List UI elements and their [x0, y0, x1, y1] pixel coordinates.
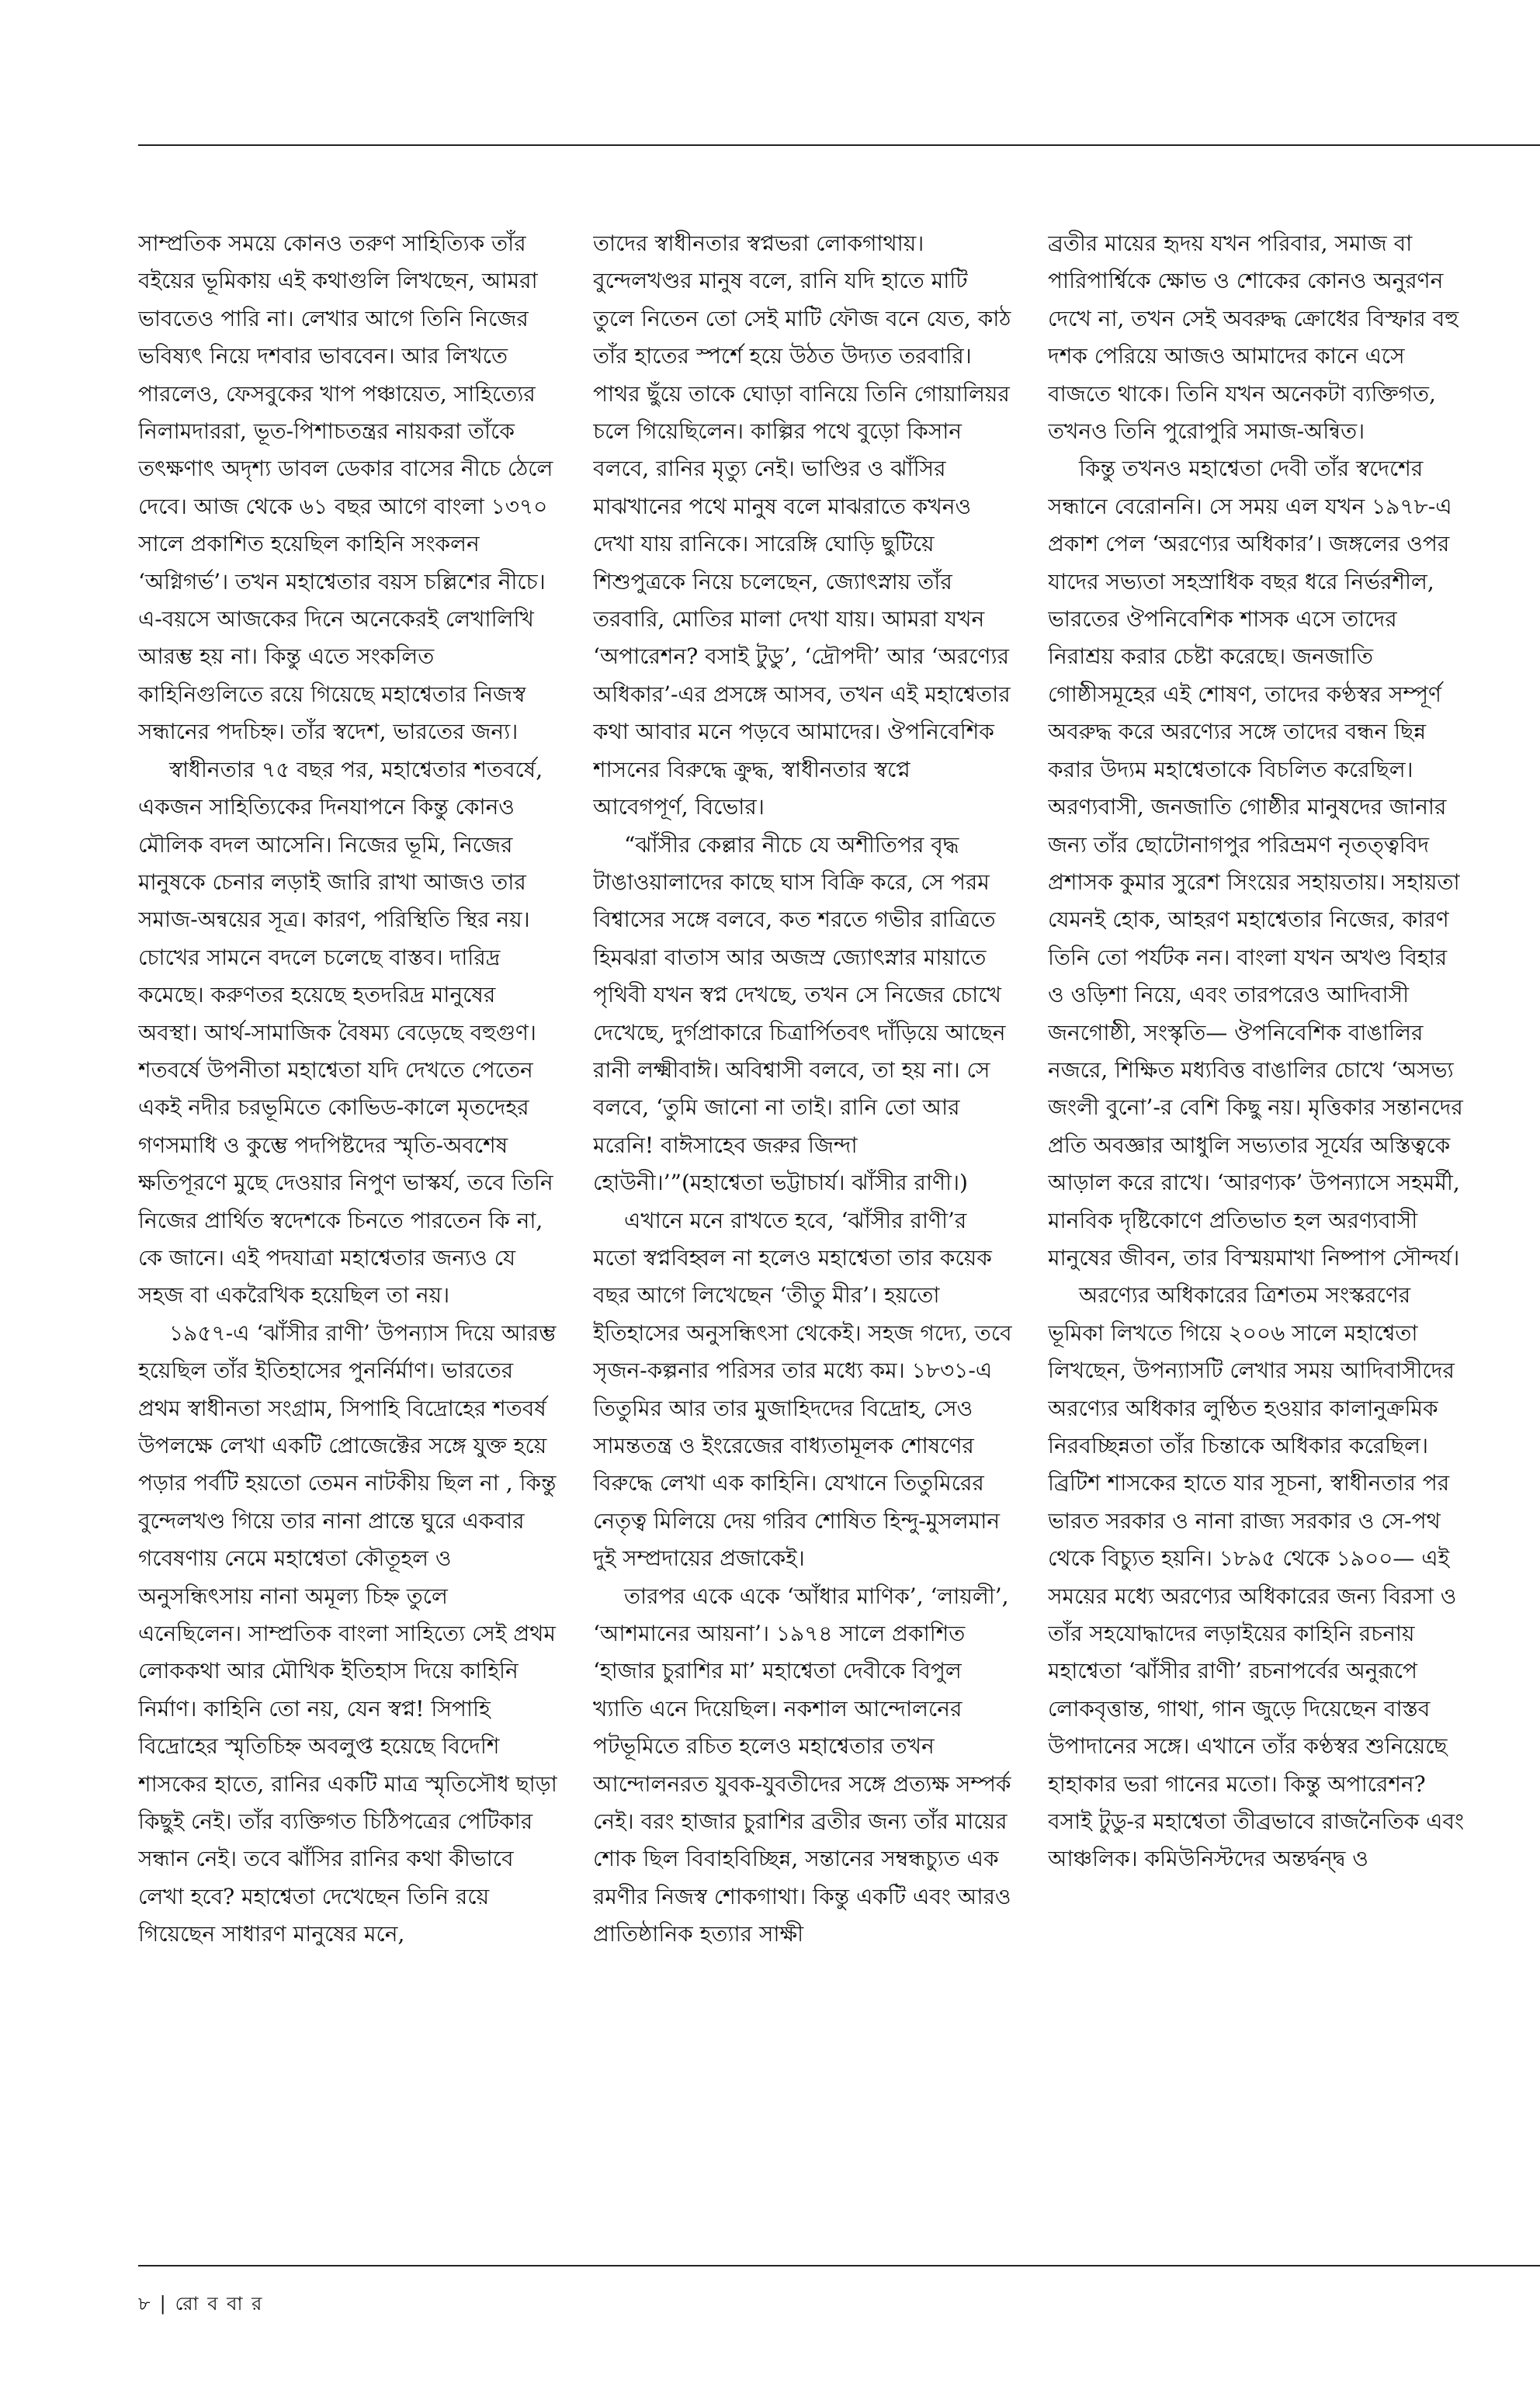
paragraph: সাম্প্রতিক সময়ে কোনও তরুণ সাহিত্যিক তাঁর বইয়ের ভূমিকায় এই কথাগুলি লিখছেন, আমরা ভাবতেও পারি না। লেখার আগে তিনি নিজের ভবিষ্যৎ নিয়ে দশবার ভাববেন। আর লিখতে পারলেও, ফেসবুকের খাপ পঞ্চায়েত, সাহিত্যের নিলামদাররা, ভূত-পিশাচতন্ত্রর নায়করা তাঁকে তৎক্ষণাৎ অদৃশ্য ডাবল ডেকার বাসের নীচে ঠেলে দেবে। আজ থেকে ৬১ বছর আগে বাংলা ১৩৭০ সালে প্রকাশিত হয়েছিল কাহিনি সংকলন ‘অগ্নিগর্ভ’। তখন মহাশ্বেতার বয়স চল্লিশের নীচে। এ-বয়সে আজকের দিনে অনেকেরই লেখালিখি আরম্ভ হয় না। কিন্তু এতে সংকলিত কাহিনিগুলিতে রয়ে গিয়েছে মহাশ্বেতার নিজস্ব সন্ধানের পদচিহ্ন। তাঁর স্বদেশ, ভারতের জন্য।	[138, 231, 553, 745]
footer-separator: |	[159, 2293, 168, 2315]
paragraph: ব্রতীর মায়ের হৃদয় যখন পরিবার, সমাজ বা পারিপার্শ্বিকে ক্ষোভ ও শোকের কোনও অনুরণন দেখে না, তখন সেই অবরুদ্ধ ক্রোধের বিস্ফার বহু দশক পেরিয়ে আজও আমাদের কানে এসে বাজতে থাকে। তিনি যখন অনেকটা ব্যক্তিগত, তখনও তিনি পুরোপুরি সমাজ-অন্বিত।	[1048, 231, 1459, 445]
header-rule	[138, 144, 1540, 146]
paragraph: এখানে মনে রাখতে হবে, ‘ঝাঁসীর রাণী’র মতো স্বপ্নবিহ্বল না হলেও মহাশ্বেতা তার কয়েক বছর আগে লিখেছেন ‘তীতু মীর’। হয়তো ইতিহাসের অনুসন্ধিৎসা থেকেই। সহজ গদ্যে, তবে সৃজন-কল্পনার পরিসর তার মধ্যে কম। ১৮৩১-এ তিতুমির আর তার মুজাহিদদের বিদ্রোহ, সেও সামন্ততন্ত্র ও ইংরেজের বাধ্যতামূলক শোষণের বিরুদ্ধে লেখা এক কাহিনি। যেখানে তিতুমিরের নেতৃত্ব মিলিয়ে দেয় গরিব শোষিত হিন্দু-মুসলমান দুই সম্প্রদায়ের প্রজাকেই।	[593, 1207, 1012, 1572]
paragraph: ১৯৫৭-এ ‘ঝাঁসীর রাণী’ উপন্যাস দিয়ে আরম্ভ হয়েছিল তাঁর ইতিহাসের পুনর্নির্মাণ। ভারতের প্রথম স্বাধীনতা সংগ্রাম, সিপাহি বিদ্রোহের শতবর্ষ উপলক্ষে লেখা একটি প্রোজেক্টের সঙ্গে যুক্ত হয়ে পড়ার পর্বটি হয়তো তেমন নাটকীয় ছিল না , কিন্তু বুন্দেলখণ্ড গিয়ে তার নানা প্রান্তে ঘুরে একবার গবেষণায় নেমে মহাশ্বেতা কৌতূহল ও অনুসন্ধিৎসায় নানা অমূল্য চিহ্ন তুলে এনেছিলেন। সাম্প্রতিক বাংলা সাহিত্যে সেই প্রথম লোককথা আর মৌখিক ইতিহাস দিয়ে কাহিনি নির্মাণ। কাহিনি তো নয়, যেন স্বপ্ন! সিপাহি বিদ্রোহের স্মৃতিচিহ্ন অবলুপ্ত হয়েছে বিদেশি শাসকের হাতে, রানির একটি মাত্র স্মৃতিসৌধ ছাড়া কিছুই নেই। তাঁর ব্যক্তিগত চিঠিপত্রের পেটিকার সন্ধান নেই। তবে ঝাঁসির রানির কথা কীভাবে লেখা হবে? মহাশ্বেতা দেখেছেন তিনি রয়ে গিয়েছেন সাধারণ মানুষের মনে,	[138, 1320, 557, 1947]
page-number: ৮	[138, 2293, 152, 2315]
footer-rule	[138, 2265, 1540, 2266]
paragraph: তাদের স্বাধীনতার স্বপ্নভরা লোকগাথায়। বুন্দেলখণ্ডর মানুষ বলে, রানি যদি হাতে মাটি তুলে নিতেন তো সেই মাটি ফৌজ বনে যেত, কাঠ তাঁর হাতের স্পর্শে হয়ে উঠত উদ্যত তরবারি। পাথর ছুঁয়ে তাকে ঘোড়া বানিয়ে তিনি গোয়ালিয়র চলে গিয়েছিলেন। কাল্পির পথে বুড়ো কিসান বলবে, রানির মৃত্যু নেই। ভাণ্ডির ও ঝাঁসির মাঝখানের পথে মানুষ বলে মাঝরাতে কখনও দেখা যায় রানিকে। সারেঙ্গি ঘোড়ি ছুটিয়ে শিশুপুত্রকে নিয়ে চলেছেন, জ্যোৎস্নায় তাঁর তরবারি, মোতির মালা দেখা যায়। আমরা যখন ‘অপারেশন? বসাই টুডু’, ‘দ্রৌপদী’ আর ‘অরণ্যের অধিকার’-এর প্রসঙ্গে আসব, তখন এই মহাশ্বেতার কথা আবার মনে পড়বে আমাদের। ঔপনিবেশিক শাসনের বিরুদ্ধে ক্রুদ্ধ, স্বাধীনতার স্বপ্নে আবেগপূর্ণ, বিভোর।	[593, 231, 1011, 820]
column-1	[138, 225, 557, 2235]
paragraph: অরণ্যের অধিকারের ত্রিশতম সংস্করণের ভূমিকা লিখতে গিয়ে ২০০৬ সালে মহাশ্বেতা লিখছেন, উপন্যাসটি লেখার সময় আদিবাসীদের অরণ্যের অধিকার লুণ্ঠিত হওয়ার কালানুক্রমিক নিরবচ্ছিন্নতা তাঁর চিন্তাকে অধিকার করেছিল। ব্রিটিশ শাসকের হাতে যার সূচনা, স্বাধীনতার পর ভারত সরকার ও নানা রাজ্য সরকার ও সে-পথ থেকে বিচ্যুত হয়নি। ১৮৯৫ থেকে ১৯০০— এই সময়ের মধ্যে অরণ্যের অধিকারের জন্য বিরসা ও তাঁর সহযোদ্ধাদের লড়াইয়ের কাহিনি রচনায় মহাশ্বেতা ‘ঝাঁসীর রাণী’ রচনাপর্বের অনুরূপে লোকবৃত্তান্ত, গাথা, গান জুড়ে দিয়েছেন বাস্তব উপাদানের সঙ্গে। এখানে তাঁর কণ্ঠস্বর শুনিয়েছে হাহাকার ভরা গানের মতো। কিন্তু অপারেশন? বসাই টুডু-র মহাশ্বেতা তীব্রভাবে রাজনৈতিক এবং আঞ্চলিক। কমিউনিস্টদের অন্তর্দ্বন্দ্ব ও	[1048, 1282, 1465, 1872]
paragraph: “ঝাঁসীর কেল্লার নীচে যে অশীতিপর বৃদ্ধ টাঙাওয়ালাদের কাছে ঘাস বিক্রি করে, সে পরম বিশ্বাসের সঙ্গে বলবে, কত শরতে গভীর রাত্রিতে হিমঝরা বাতাস আর অজস্র জ্যোৎস্নার মায়াতে পৃথিবী যখন স্বপ্ন দেখছে, তখন সে নিজের চোখে দেখেছে, দুর্গপ্রাকারে চিত্রার্পিতবৎ দাঁড়িয়ে আছেন রানী লক্ষ্মীবাঈ। অবিশ্বাসী বলবে, তা হয় না। সে বলবে, ‘তুমি জানো না তাই। রানি তো আর মরেনি! বাঈসাহেব জরুর জিন্দা হোউনী।’”(মহাশ্বেতা ভট্টাচার্য। ঝাঁসীর রাণী।)	[593, 831, 1006, 1196]
column-2	[593, 225, 1012, 2235]
page-footer	[138, 2290, 263, 2321]
paragraph: স্বাধীনতার ৭৫ বছর পর, মহাশ্বেতার শতবর্ষে, একজন সাহিত্যিকের দিনযাপনে কিন্তু কোনও মৌলিক বদল আসেনি। নিজের ভূমি, নিজের মানুষকে চেনার লড়াই জারি রাখা আজও তার সমাজ-অন্বয়ের সূত্র। কারণ, পরিস্থিতি স্থির নয়। চোখের সামনে বদলে চলেছে বাস্তব। দারিদ্র কমেছে। করুণতর হয়েছে হতদরিদ্র মানুষের অবস্থা। আর্থ-সামাজিক বৈষম্য বেড়েছে বহুগুণ। শতবর্ষে উপনীতা মহাশ্বেতা যদি দেখতে পেতেন একই নদীর চরভূমিতে কোভিড-কালে মৃতদেহর গণসমাধি ও কুম্ভে পদপিষ্টদের স্মৃতি-অবশেষ ক্ষতিপূরণে মুছে দেওয়ার নিপুণ ভাস্কর্য, তবে তিনি নিজের প্রার্থিত স্বদেশকে চিনতে পারতেন কি না, কে জানে। এই পদযাত্রা মহাশ্বেতার জন্যও যে সহজ বা একরৈখিক হয়েছিল তা নয়।	[138, 756, 553, 1309]
paragraph: তারপর একে একে ‘আঁধার মাণিক’, ‘লায়লী’, ‘আশমানের আয়না’। ১৯৭৪ সালে প্রকাশিত ‘হাজার চুরাশির মা’ মহাশ্বেতা দেবীকে বিপুল খ্যাতি এনে দিয়েছিল। নকশাল আন্দোলনের পটভূমিতে রচিত হলেও মহাশ্বেতার তখন আন্দোলনরত যুবক-যুবতীদের সঙ্গে প্রত্যক্ষ সম্পর্ক নেই। বরং হাজার চুরাশির ব্রতীর জন্য তাঁর মায়ের শোক ছিল বিবাহবিচ্ছিন্ন, সন্তানের সম্বন্ধচ্যুত এক রমণীর নিজস্ব শোকগাথা। কিন্তু একটি এবং আরও প্রাতিষ্ঠানিক হত্যার সাক্ষী	[593, 1583, 1011, 1947]
publication-name: রো ব বা র	[175, 2293, 264, 2315]
article-body	[138, 225, 1540, 2235]
column-3	[1048, 225, 1467, 2235]
paragraph: কিন্তু তখনও মহাশ্বেতা দেবী তাঁর স্বদেশের সন্ধানে বেরোননি। সে সময় এল যখন ১৯৭৮-এ প্রকাশ পেল ‘অরণ্যের অধিকার’। জঙ্গলের ওপর যাদের সভ্যতা সহস্রাধিক বছর ধরে নির্ভরশীল, ভারতের ঔপনিবেশিক শাসক এসে তাদের নিরাশ্রয় করার চেষ্টা করেছে। জনজাতি গোষ্ঠীসমূহের এই শোষণ, তাদের কণ্ঠস্বর সম্পূর্ণ অবরুদ্ধ করে অরণ্যের সঙ্গে তাদের বন্ধন ছিন্ন করার উদ্যম মহাশ্বেতাকে বিচলিত করেছিল। অরণ্যবাসী, জনজাতি গোষ্ঠীর মানুষদের জানার জন্য তাঁর ছোটোনাগপুর পরিভ্রমণ নৃতত্ত্ববিদ প্রশাসক কুমার সুরেশ সিংয়ের সহায়তায়। সহায়তা যেমনই হোক, আহরণ মহাশ্বেতার নিজের, কারণ তিনি তো পর্যটক নন। বাংলা যখন অখণ্ড বিহার ও ওড়িশা নিয়ে, এবং তারপরেও আদিবাসী জনগোষ্ঠী, সংস্কৃতি— ঔপনিবেশিক বাঙালির নজরে, শিক্ষিত মধ্যবিত্ত বাঙালির চোখে ‘অসভ্য জংলী বুনো’-র বেশি কিছু নয়। মৃত্তিকার সন্তানদের প্রতি অবজ্ঞার আধুলি সভ্যতার সূর্যের অস্তিত্বকে আড়াল করে রাখে। ‘আরণ্যক’ উপন্যাসে সহমর্মী, মানবিক দৃষ্টিকোণে প্রতিভাত হল অরণ্যবাসী মানুষের জীবন, তার বিস্ময়মাখা নিষ্পাপ সৌন্দর্য।	[1048, 456, 1463, 1271]
